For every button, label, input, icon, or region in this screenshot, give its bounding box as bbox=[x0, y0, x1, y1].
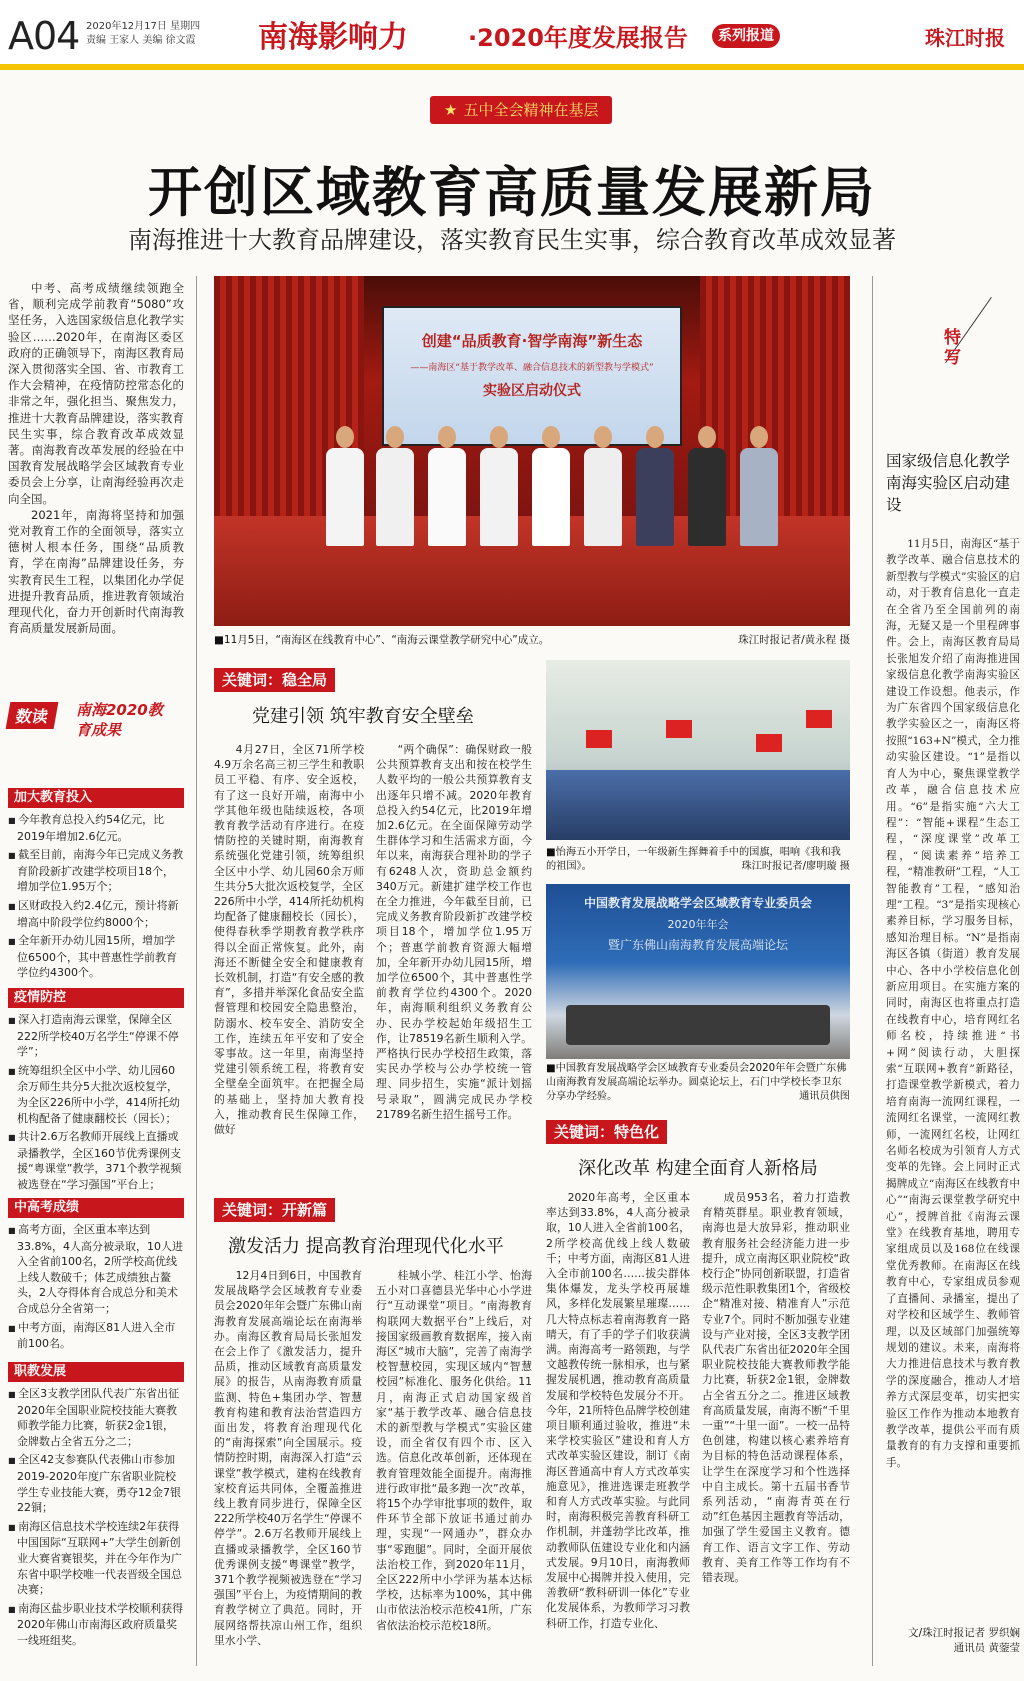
section-keyword: 关键词：开新篇 bbox=[214, 1198, 335, 1222]
screen-subtitle: 2020年年会 bbox=[667, 918, 729, 931]
photo-caption bbox=[546, 846, 850, 874]
stat-item: ■ 今年教育总投入约54亿元，比2019年增加2.6亿元。 bbox=[8, 812, 184, 844]
feature-author: 文/珠江时报记者 罗织娴 通讯员 黄蓥莹 bbox=[908, 1627, 1020, 1654]
section-title: 激发活力 提高教育治理现代化水平 bbox=[228, 1236, 504, 1257]
screen-title: 创建“品质教育·智学南海”新生态 bbox=[421, 332, 643, 350]
ceremony-screen bbox=[382, 306, 682, 446]
article-column: 2020年高考，全区重本率达到33.8%，4人高分被录取，10人进入全省前100名，2所学校高优线上线人数破千；中考方面，南海区81人进入全市前100名……拔尖群体集体爆发，龙头学校再展雄风，多样化发展繁星璀璨……几大特点标志着南海教育一路晴天，有了手的学子们收获满满。南海高考一路领跑，与学文越教传统一脉相承，也与紧握发展机遇，推动教育高质量发展和学校特色发展分不开。今年，21所特色品牌学校创建项目顺利通过验收，推进“未来学校实验区”建设和育人方式改革实验区建设，制订《南海区普通高中育人方式改革实施意见》，推进选课走班教学和育人方式改革实验。与此同时，南海积极完善教育科研工作机制，并蓬勃学比改革，推动教师队伍建设专业化和内涵式发展。9月10日，南海教师发展中心揭牌并投入使用，完善教研“教科研训一体化”专业化发展体系，为教师学习习教科研工作，打造专业化、 bbox=[546, 1191, 690, 1630]
intro-paragraph: 中考、高考成绩继续领跑全省，顺利完成学前教育“5080”攻坚任务，入选国家级信息化教学实验区……2020年，在南海区委区政府的正确领导下，南海区教育局深入贯彻落实全国、省、市教育工作大会精神，在疫情防控常态化的非常之年，强化担当、聚焦发力，推进十大教育品牌建设，落实教育民生实事，综合教育改革成效显著。南海教育改革发展的经验在中国教育发展战略学会区域教育专业委员会上分享，让南海经验再次走向全国。 bbox=[8, 281, 184, 506]
photo-caption: ■11月5日，“南海区在线教育中心”、“南海云课堂教学研究中心”成立。 bbox=[214, 634, 550, 646]
photo-credit: 珠江时报记者/廖明璇 摄 bbox=[741, 861, 850, 872]
stat-section-heading: 疫情防控 bbox=[8, 988, 184, 1008]
data-sidebar-header bbox=[8, 700, 184, 748]
article-column: “两个确保”：确保财政一般公共预算教育支出和按在校学生人数平均的一般公共预算教育支出逐年只增不减。2020年教育总投入约54亿元，比2019年增加2.6亿元。在全面保障劳动学生群体学习和生活需求方面，今年以来，南海获合理补助的学子有6248人次，资助总金额约340万元。新建扩建学校工作也在全力推进，今年截至目前，已完成义务教育阶段新扩改建学校项目18个，增加学位1.95万个；普惠学前教育资源大幅增加，全年新开办幼儿园15所，增加学位6500个，其中普惠性学前教育学位约4300个。2020年，南海顺利组织义务教育公办、民办学校起始年级招生工作，让78519名新生顺利入学。严格执行民办学校招生政策，落实民办学校与公办学校统一管理、同步招生，实施“派计划摇号录取”，圆满完成民办学校21789名新生招生摇号工作。 bbox=[376, 743, 532, 1121]
column-subtitle: ·2020年度发展报告 bbox=[468, 24, 688, 52]
screen-line: 暨广东佛山南海教育发展高端论坛 bbox=[607, 938, 788, 952]
stat-item: ■ 全区42支参赛队代表佛山市参加2019-2020年度广东省职业院校学生专业技能大赛，勇夺12金7银22铜； bbox=[8, 1452, 184, 1515]
photo-credit: 珠江时报记者/黄永程 摄 bbox=[738, 634, 850, 646]
stat-item: ■ 南海区盐步职业技术学校顺利获得2020年佛山市南海区政府质量奖一线班组奖。 bbox=[8, 1601, 184, 1649]
section-keyword: 关键词：特色化 bbox=[546, 1120, 667, 1144]
stat-list bbox=[8, 1386, 184, 1652]
stat-list bbox=[8, 812, 184, 984]
feature-body: 11月5日，南海区“基于教学改革、融合信息技术的新型教与学模式”实验区的启动，对于教育信息化一直走在全省乃至全国前列的南海，无疑又是一个里程碑事件。会上，南海区教育局局长张旭发介绍了南海推进国家级信息化教学南海实验区建设工作设想。他表示，作为广东省四个国家级信息化教学实验区之一，南海区将按照“163+N”模式，全力推动实验区建设。“1”是指以育人为中心，聚焦课堂教学改革，融合信息技术应用。“6”是指实施“六大工程”：“智能+课程”生态工程，“深度课堂”改革工程，“阅读素养”培养工程，“精准教研”工程，“人工智能教育”工程，“感知治理”工程。“3”是指实现核心素养目标，学习服务目标，感知治理目标。“N”是指南海区各镇（街道）教育发展中心、各中小学校信息化创新应用项目。在实施方案的同时，南海区也将重点打造在线教育中心，培育网红名师名校，持续推进“书+网”阅读行动，大胆探索“互联网+教育”新路径，打造课堂教学新模式，着力培育南海一流网红课程，一流网红名课堂，一流网红教师，一流网红名校，让网红名师名校成为引领育人方式变革的先锋。会上同时正式揭牌成立“南海区在线教育中心”“南海云课堂教学研究中心”，授牌首批《南海云课堂》在线教育基地，聘用专家组成员以及168位在线课堂优秀教师。在南海区在线教育中心，专家组成员参观了直播间、录播室，提出了对学校和区域学生、教师管理，以及区域部门加强统筹规划的建议。未来，南海将大力推进信息技术与教育教学的深度融合，推动人才培养方式深层变革，切实把实验区工作作为推动本地教育教学改革，提供公平而有质量教育的有力支撑和重要抓手。 bbox=[886, 538, 1020, 1469]
screen-title: 中国教育发展战略学会区域教育专业委员会 bbox=[583, 896, 812, 910]
series-badge: 系列报道 bbox=[712, 24, 780, 48]
sub-headline: 南海推进十大教育品牌建设，落实教育民生实事，综合教育改革成效显著 bbox=[128, 226, 896, 254]
section-title: 深化改革 构建全面育人新格局 bbox=[578, 1158, 818, 1179]
feature-mark: 特写 bbox=[944, 328, 961, 368]
page-header bbox=[0, 0, 1024, 70]
stat-item: ■ 中考方面，南海区81人进入全市前100名。 bbox=[8, 1320, 184, 1352]
photo-caption bbox=[546, 1062, 850, 1104]
stat-list bbox=[8, 1222, 184, 1355]
newspaper-logo: 珠江时报 bbox=[925, 26, 1005, 50]
article-column: 12月4日到6日，中国教育发展战略学会区域教育专业委员会2020年年会暨广东佛山南海教育发展高端论坛在南海举办。南海区教育局局长张旭发在会上作了《激发活力，提升品质，推动区域教育高质量发展》的报告，从南海教育质量监测、特色+集团办学、智慧教育构建和教育法治营造四方面出发，将教育治理现代化的“南海探索”向全国展示。疫情防控时期，南海深入打造“云课堂”教学模式，建构在线教育家校育运共同体，全覆盖推进线上教育同步进行，保障全区222所学校40万名学生“停课不停学”。2.6万名教师开展线上直播或录播教学，全区160节优秀课例支援“粤课堂”教学，371个教学视频被选登在“学习强国”平台上，为疫情期间的教育教学树立了典范。同时，开展网络帮扶凉山州工作，组织里水小学、 bbox=[214, 1269, 362, 1647]
caption-text: ■怡海五小开学日，一年级新生挥舞着手中的国旗，唱响《我和我的祖国》。 bbox=[546, 847, 841, 872]
editors: 责编 王家人 美编 徐文霞 bbox=[86, 35, 196, 46]
stat-section-heading: 职教发展 bbox=[8, 1362, 184, 1382]
section-title: 党建引领 筑牢教育安全壁垒 bbox=[252, 706, 474, 727]
data-sidebar-title: 南海2020教育成果 bbox=[76, 701, 163, 739]
main-headline: 开创区域教育高质量发展新局 bbox=[148, 160, 876, 224]
stat-item: ■ 全年新开办幼儿园15所，增加学位6500个，其中普惠性学前教育学位约4300个。 bbox=[8, 933, 184, 981]
stat-section-heading: 加大教育投入 bbox=[8, 788, 184, 808]
stat-item: ■ 截至目前，南海今年已完成义务教育阶段新扩改建学校项目18个，增加学位1.95万个； bbox=[8, 847, 184, 895]
stat-item: ■ 南海区信息技术学校连续2年获得中国国际“互联网+”大学生创新创业大赛省赛银奖，并在今年作为广东省中职学校唯一代表晋级全国总决赛； bbox=[8, 1519, 184, 1598]
stat-item: ■ 区财政投入约2.4亿元，预计将新增高中阶段学位约8000个； bbox=[8, 898, 184, 930]
stat-item: ■ 共计2.6万名教师开展线上直播或录播教学，全区160节优秀课例支援“粤课堂”教学，371个教学视频被选登在“学习强国”平台上； bbox=[8, 1129, 184, 1192]
date-line bbox=[86, 20, 200, 48]
stat-item: ■ 高考方面，全区重本率达到33.8%，4人高分被录取，10人进入全省前100名，2所学校高优线上线人数破千；体艺成绩独占鳌头，2人夺得体育合成总分和美术合成总分全省第一； bbox=[8, 1222, 184, 1317]
screen-subtitle: ——南海区“基于教学改革、融合信息技术的新型教与学模式” bbox=[410, 363, 654, 373]
classroom-photo bbox=[546, 660, 850, 840]
feature-title: 国家级信息化教学南海实验区启动建设 bbox=[886, 452, 1011, 514]
data-tag: 数读 bbox=[6, 702, 59, 729]
stat-item: ■ 统筹组织全区中小学、幼儿园60余万师生共分5大批次返校复学，为全区226所中小学，414所托幼机构配备了健康翻校长（园长）； bbox=[8, 1063, 184, 1126]
stat-list bbox=[8, 1012, 184, 1196]
launch-ceremony-photo bbox=[214, 276, 850, 626]
intro-text bbox=[8, 280, 184, 636]
article-column: 4月27日，全区71所学校4.9万余名高三初三学生和教职员工平稳、有序、安全返校，有了这一良好开端，南海中小学其他年级也陆续返校，各项教育教学活动有序进行。在疫情防控的关键时期，南海教育系统强化党建引领，统筹组织全区中小学、幼儿园60余万师生共分5大批次返校复学，全区226所中小学，414所托幼机构均配备了健康翻校长（园长），使得春秋季学期教育教学秩序得以全面正常恢复。此外，南海还不断健全安全和健康教育长效机制，打造“有安全感的教育”，多措并举深化食品安全监督管理和校园安全隐患整治，防溺水、校车安全、消防安全工作，连续五年平安和了安全零事故。这一年里，南海坚持党建引领系统工程，将教育安全壁垒全面筑牢。在把握全局的基础上，坚持加大教育投入，推动教育民生保障工作，做好 bbox=[214, 743, 364, 1137]
stat-section-heading: 中高考成绩 bbox=[8, 1198, 184, 1218]
issue-date: 2020年12月17日 星期四 bbox=[86, 21, 201, 32]
stat-item: ■ 全区3支教学团队代表广东省出征2020年全国职业院校技能大赛教师教学能力比赛，斩获2金1银，金牌数占全省五分之二； bbox=[8, 1386, 184, 1449]
forum-photo bbox=[546, 884, 850, 1059]
caption-text: ■中国教育发展战略学会区域教育专业委员会2020年年会暨广东佛山南海教育发展高端论坛举办。圆桌论坛上，石门中学校长李卫东分享办学经验。 bbox=[546, 1063, 847, 1102]
article-column: 成员953名，着力打造教育精英群星。职业教育领域，南海也是大放异彩，推动职业教育服务社会经济能力进一步提升，成立南海区职业院校“政校行企”协同创新联盟，打造省级示范性职教集团1个，省级校企“精准对接、精准育人”示范专业7个。同时不断加强专业建设与产业对接，全区3支教学团队代表广东省出征2020年全国职业院校技能大赛教师教学能力比赛，斩获2金1银，金牌数占全省五分之二。推进区域教育高质量发展，南海不断“千里一重”“十里一面”。一校一品特色创建，构建以核心素养培育为目标的特色活动课程体系，让学生在深度学习和个性选择中自主成长。第十五届书香节系列活动，“南海青英在行动”红色基因主题教育等活动，加强了学生爱国主义教育。德育工作、语言文字工作、劳动教育、美育工作等工作均有不错表现。 bbox=[702, 1191, 850, 1585]
screen-line: 实验区启动仪式 bbox=[483, 383, 581, 399]
topic-banner bbox=[430, 96, 612, 124]
section-keyword: 关键词：稳全局 bbox=[214, 668, 335, 692]
intro-paragraph: 2021年，南海将坚持和加强党对教育工作的全面领导，落实立德树人根本任务，围绕“品质教育，学在南海”品牌建设任务，夯实教育民生工程，以集团化办学促进提升教育品质，推进教育领域治理现代化，奋力开创新时代南海教育高质量发展新局面。 bbox=[8, 507, 184, 636]
banner-text: 五中全会精神在基层 bbox=[463, 101, 599, 119]
star-icon: ★ bbox=[444, 101, 458, 119]
page-number: A04 bbox=[8, 14, 80, 58]
column-title: 南海影响力 bbox=[258, 20, 408, 55]
article-column: 桂城小学、桂江小学、怡海五小对口喜德县光华中心小学进行“互动课堂”项目。“南海教育构联网大数据平台”上线后，对接国家级画教育数据库，接入南海区“城市大脑”，完善了南海学校智慧校园，实现区域内“智慧校园”标准化、服务化供给。11月，南海正式启动国家级首家“基于教学改革、融合信息技术的新型教与学模式”实验区建设，而全省仅有四个市、区入选。信息化改革创新，还体现在教育管理效能全面提升。南海推进行政审批“最多跑一次”改革，将15个办学审批事项的数件，取件环节全部下放证书通过前办理，实现“一网通办”，群众办事“零跑腿”。同时，全面开展依法治校工作，到2020年11月，全区222所中小学评为基本达标学校，达标率为100%，其中佛山市依法治校示范校41所，广东省依法治校示范校18所。 bbox=[376, 1269, 532, 1632]
column-rule bbox=[196, 276, 197, 1666]
stat-item: ■ 深入打造南海云课堂，保障全区222所学校40万名学生“停课不停学”； bbox=[8, 1012, 184, 1060]
column-rule bbox=[872, 276, 873, 1666]
photo-credit: 通讯员供图 bbox=[799, 1091, 850, 1102]
